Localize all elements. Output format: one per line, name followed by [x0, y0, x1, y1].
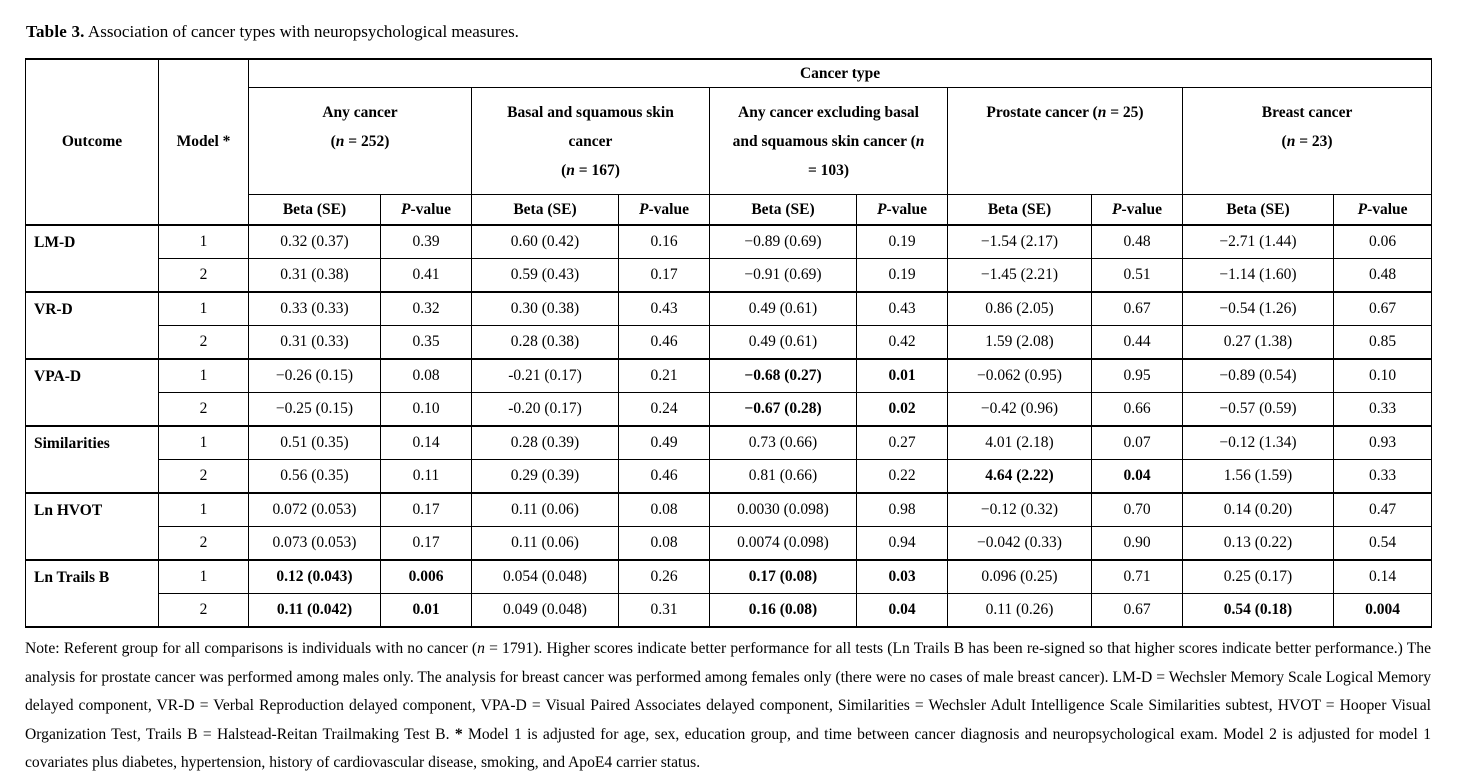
- pvalue-cell: 0.08: [619, 493, 710, 527]
- pvalue-cell: 0.43: [857, 292, 948, 326]
- beta-se-cell: 0.12 (0.043): [249, 560, 381, 594]
- beta-se-header-0: Beta (SE): [249, 195, 381, 226]
- beta-se-cell: 0.28 (0.39): [472, 426, 619, 460]
- pvalue-cell: 0.03: [857, 560, 948, 594]
- pvalue-cell: 0.19: [857, 259, 948, 293]
- beta-se-cell: −0.12 (0.32): [948, 493, 1092, 527]
- pvalue-header-4: P-value: [1334, 195, 1432, 226]
- beta-se-cell: 0.072 (0.053): [249, 493, 381, 527]
- beta-se-cell: 0.073 (0.053): [249, 527, 381, 561]
- beta-se-cell: 0.11 (0.06): [472, 527, 619, 561]
- pvalue-header-0: P-value: [381, 195, 472, 226]
- beta-se-cell: 0.33 (0.33): [249, 292, 381, 326]
- beta-se-cell: 0.054 (0.048): [472, 560, 619, 594]
- beta-se-cell: −0.26 (0.15): [249, 359, 381, 393]
- outcome-cell: Ln HVOT: [26, 493, 159, 560]
- pvalue-cell: 0.17: [619, 259, 710, 293]
- table-row: [26, 560, 1432, 594]
- beta-se-cell: 0.60 (0.42): [472, 225, 619, 259]
- pvalue-cell: 0.006: [381, 560, 472, 594]
- beta-se-cell: 0.25 (0.17): [1183, 560, 1334, 594]
- beta-se-cell: −0.42 (0.96): [948, 393, 1092, 427]
- beta-se-cell: 0.31 (0.38): [249, 259, 381, 293]
- beta-se-cell: 0.27 (1.38): [1183, 326, 1334, 360]
- pvalue-cell: 0.04: [857, 594, 948, 628]
- cancer-type-header: Cancer type: [249, 59, 1432, 88]
- pvalue-cell: 0.07: [1092, 426, 1183, 460]
- outcome-cell: Similarities: [26, 426, 159, 493]
- beta-se-cell: 0.11 (0.042): [249, 594, 381, 628]
- beta-se-cell: −0.062 (0.95): [948, 359, 1092, 393]
- pvalue-cell: 0.70: [1092, 493, 1183, 527]
- beta-se-cell: −2.71 (1.44): [1183, 225, 1334, 259]
- beta-se-cell: −0.042 (0.33): [948, 527, 1092, 561]
- pvalue-cell: 0.16: [619, 225, 710, 259]
- pvalue-cell: 0.46: [619, 460, 710, 494]
- pvalue-cell: 0.02: [857, 393, 948, 427]
- beta-se-cell: 4.01 (2.18): [948, 426, 1092, 460]
- pvalue-cell: 0.46: [619, 326, 710, 360]
- pvalue-cell: 0.67: [1334, 292, 1432, 326]
- beta-se-cell: −0.25 (0.15): [249, 393, 381, 427]
- pvalue-cell: 0.31: [619, 594, 710, 628]
- model-cell: 1: [159, 560, 249, 594]
- pvalue-header-1: P-value: [619, 195, 710, 226]
- pvalue-cell: 0.01: [381, 594, 472, 628]
- beta-se-cell: 0.29 (0.39): [472, 460, 619, 494]
- beta-se-cell: 0.049 (0.048): [472, 594, 619, 628]
- beta-se-cell: 0.56 (0.35): [249, 460, 381, 494]
- pvalue-cell: 0.19: [857, 225, 948, 259]
- beta-se-cell: −0.54 (1.26): [1183, 292, 1334, 326]
- pvalue-cell: 0.47: [1334, 493, 1432, 527]
- results-table: [25, 58, 1432, 628]
- beta-se-cell: -0.20 (0.17): [472, 393, 619, 427]
- pvalue-cell: 0.11: [381, 460, 472, 494]
- beta-se-cell: 0.0074 (0.098): [710, 527, 857, 561]
- beta-se-cell: 0.28 (0.38): [472, 326, 619, 360]
- pvalue-cell: 0.32: [381, 292, 472, 326]
- pvalue-cell: 0.01: [857, 359, 948, 393]
- pvalue-cell: 0.27: [857, 426, 948, 460]
- beta-se-cell: 0.81 (0.66): [710, 460, 857, 494]
- model-cell: 2: [159, 393, 249, 427]
- pvalue-cell: 0.41: [381, 259, 472, 293]
- model-cell: 2: [159, 326, 249, 360]
- beta-se-cell: 0.11 (0.06): [472, 493, 619, 527]
- outcome-cell: VPA-D: [26, 359, 159, 426]
- beta-se-cell: 0.31 (0.33): [249, 326, 381, 360]
- beta-se-cell: −0.89 (0.69): [710, 225, 857, 259]
- beta-se-cell: 0.49 (0.61): [710, 292, 857, 326]
- table-row: [26, 292, 1432, 326]
- pvalue-cell: 0.67: [1092, 594, 1183, 628]
- beta-se-cell: 0.13 (0.22): [1183, 527, 1334, 561]
- outcome-cell: VR-D: [26, 292, 159, 359]
- beta-se-cell: -0.21 (0.17): [472, 359, 619, 393]
- beta-se-cell: 0.16 (0.08): [710, 594, 857, 628]
- pvalue-cell: 0.33: [1334, 393, 1432, 427]
- model-cell: 2: [159, 594, 249, 628]
- beta-se-header-4: Beta (SE): [1183, 195, 1334, 226]
- pvalue-cell: 0.42: [857, 326, 948, 360]
- model-cell: 1: [159, 359, 249, 393]
- beta-se-cell: 0.59 (0.43): [472, 259, 619, 293]
- beta-se-cell: 0.11 (0.26): [948, 594, 1092, 628]
- pvalue-cell: 0.21: [619, 359, 710, 393]
- beta-se-cell: −0.57 (0.59): [1183, 393, 1334, 427]
- pvalue-cell: 0.48: [1334, 259, 1432, 293]
- beta-se-cell: −0.12 (1.34): [1183, 426, 1334, 460]
- table-row: [26, 393, 1432, 427]
- model-cell: 2: [159, 527, 249, 561]
- beta-se-cell: 0.17 (0.08): [710, 560, 857, 594]
- table-row: [26, 460, 1432, 494]
- beta-se-header-2: Beta (SE): [710, 195, 857, 226]
- beta-se-cell: 4.64 (2.22): [948, 460, 1092, 494]
- pvalue-cell: 0.06: [1334, 225, 1432, 259]
- outcome-cell: Ln Trails B: [26, 560, 159, 627]
- table-caption-text: Association of cancer types with neuropsychological measures.: [84, 22, 519, 41]
- beta-se-header-1: Beta (SE): [472, 195, 619, 226]
- pvalue-cell: 0.17: [381, 493, 472, 527]
- table-row: [26, 493, 1432, 527]
- pvalue-cell: 0.90: [1092, 527, 1183, 561]
- beta-se-cell: −1.14 (1.60): [1183, 259, 1334, 293]
- model-cell: 1: [159, 292, 249, 326]
- pvalue-cell: 0.98: [857, 493, 948, 527]
- outcome-column-header: Outcome: [26, 59, 159, 225]
- table-caption-label: Table 3.: [26, 22, 85, 41]
- table-row: [26, 225, 1432, 259]
- beta-se-cell: 0.32 (0.37): [249, 225, 381, 259]
- pvalue-cell: 0.004: [1334, 594, 1432, 628]
- cancer-group-header-4: Breast cancer (n = 23): [1183, 88, 1432, 195]
- model-cell: 1: [159, 225, 249, 259]
- beta-se-cell: −1.45 (2.21): [948, 259, 1092, 293]
- pvalue-cell: 0.71: [1092, 560, 1183, 594]
- beta-se-cell: −1.54 (2.17): [948, 225, 1092, 259]
- pvalue-cell: 0.35: [381, 326, 472, 360]
- pvalue-cell: 0.49: [619, 426, 710, 460]
- pvalue-header-2: P-value: [857, 195, 948, 226]
- beta-se-cell: −0.68 (0.27): [710, 359, 857, 393]
- table-footnote: Note: Referent group for all comparisons is individuals with no cancer (n = 1791). Higher scores indicate better performance for all tests (Ln Trails B has been re-signed so that higher scores indicate better performance.) The analysis for prostate cancer was performed among males only. The analysis for breast cancer was performed among females only (there were no cases of male breast cancer). LM-D = Wechsler Memory Scale Logical Memory delayed component, VR-D = Verbal Reproduction delayed component, VPA-D = Visual Paired Associates delayed component, Similarities = Wechsler Adult Intelligence Scale Similarities subtest, HVOT = Hooper Visual Organization Test, Trails B = Halstead-Reitan Trailmaking Test B. * Model 1 is adjusted for age, sex, education group, and time between cancer diagnosis and neuropsychological exam. Model 2 is adjusted for model 1 covariates plus diabetes, hypertension, history of cardiovascular disease, smoking, and ApoE4 carrier status.: [25, 640, 1432, 772]
- model-column-header: Model *: [159, 59, 249, 225]
- beta-se-cell: 1.59 (2.08): [948, 326, 1092, 360]
- table-caption: [26, 22, 1432, 42]
- beta-se-cell: 0.86 (2.05): [948, 292, 1092, 326]
- cancer-group-header-1: Basal and squamous skin cancer (n = 167): [472, 88, 710, 195]
- pvalue-cell: 0.08: [619, 527, 710, 561]
- pvalue-cell: 0.54: [1334, 527, 1432, 561]
- pvalue-cell: 0.93: [1334, 426, 1432, 460]
- beta-se-cell: −0.91 (0.69): [710, 259, 857, 293]
- table-row: [26, 527, 1432, 561]
- cancer-group-header-0: Any cancer (n = 252): [249, 88, 472, 195]
- beta-se-cell: 0.54 (0.18): [1183, 594, 1334, 628]
- header-row-cancer-type: [26, 59, 1432, 88]
- beta-se-cell: 0.14 (0.20): [1183, 493, 1334, 527]
- pvalue-cell: 0.22: [857, 460, 948, 494]
- cancer-group-header-2: Any cancer excluding basal and squamous skin cancer (n = 103): [710, 88, 948, 195]
- beta-se-cell: −0.89 (0.54): [1183, 359, 1334, 393]
- outcome-cell: LM-D: [26, 225, 159, 292]
- beta-se-header-3: Beta (SE): [948, 195, 1092, 226]
- beta-se-cell: 1.56 (1.59): [1183, 460, 1334, 494]
- pvalue-cell: 0.04: [1092, 460, 1183, 494]
- pvalue-cell: 0.48: [1092, 225, 1183, 259]
- pvalue-header-3: P-value: [1092, 195, 1183, 226]
- table-row: [26, 259, 1432, 293]
- model-cell: 1: [159, 426, 249, 460]
- pvalue-cell: 0.44: [1092, 326, 1183, 360]
- pvalue-cell: 0.43: [619, 292, 710, 326]
- pvalue-cell: 0.08: [381, 359, 472, 393]
- beta-se-cell: 0.30 (0.38): [472, 292, 619, 326]
- pvalue-cell: 0.67: [1092, 292, 1183, 326]
- table-row: [26, 326, 1432, 360]
- beta-se-cell: 0.49 (0.61): [710, 326, 857, 360]
- pvalue-cell: 0.66: [1092, 393, 1183, 427]
- pvalue-cell: 0.17: [381, 527, 472, 561]
- pvalue-cell: 0.33: [1334, 460, 1432, 494]
- cancer-group-header-3: Prostate cancer (n = 25): [948, 88, 1183, 195]
- beta-se-cell: 0.0030 (0.098): [710, 493, 857, 527]
- pvalue-cell: 0.95: [1092, 359, 1183, 393]
- pvalue-cell: 0.85: [1334, 326, 1432, 360]
- pvalue-cell: 0.10: [1334, 359, 1432, 393]
- model-cell: 1: [159, 493, 249, 527]
- pvalue-cell: 0.51: [1092, 259, 1183, 293]
- pvalue-cell: 0.39: [381, 225, 472, 259]
- pvalue-cell: 0.10: [381, 393, 472, 427]
- table-row: [26, 359, 1432, 393]
- pvalue-cell: 0.14: [381, 426, 472, 460]
- pvalue-cell: 0.24: [619, 393, 710, 427]
- beta-se-cell: −0.67 (0.28): [710, 393, 857, 427]
- model-cell: 2: [159, 460, 249, 494]
- model-cell: 2: [159, 259, 249, 293]
- beta-se-cell: 0.73 (0.66): [710, 426, 857, 460]
- pvalue-cell: 0.94: [857, 527, 948, 561]
- beta-se-cell: 0.096 (0.25): [948, 560, 1092, 594]
- pvalue-cell: 0.14: [1334, 560, 1432, 594]
- table-row: [26, 426, 1432, 460]
- pvalue-cell: 0.26: [619, 560, 710, 594]
- beta-se-cell: 0.51 (0.35): [249, 426, 381, 460]
- table-row: [26, 594, 1432, 628]
